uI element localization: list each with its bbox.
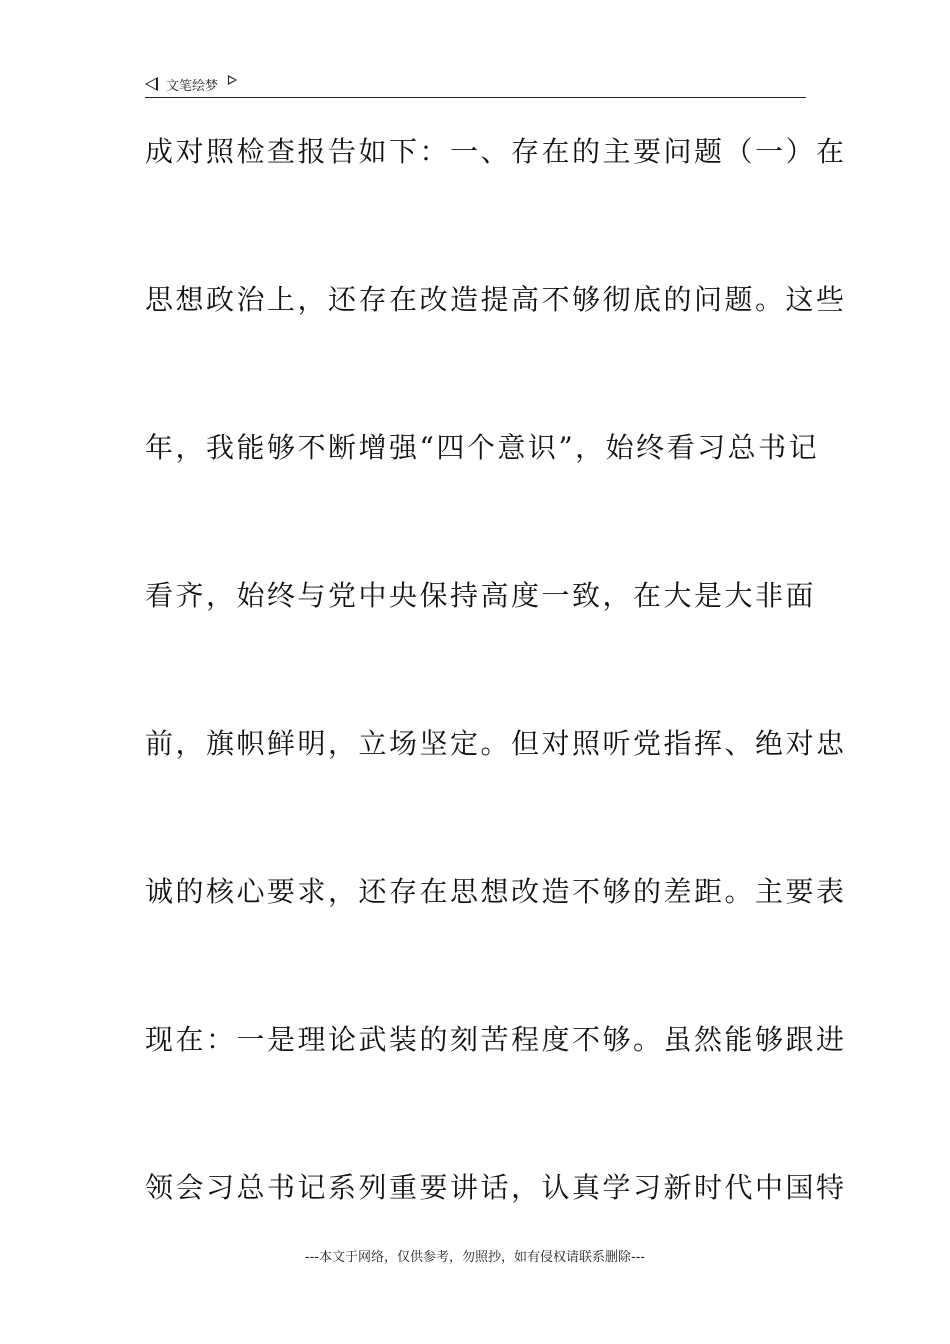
page-header xyxy=(145,72,237,96)
body-line-2: 思想政治上，还存在改造提高不够彻底的问题。这些 xyxy=(145,283,847,316)
body-line-6: 诚的核心要求，还存在思想改造不够的差距。主要表 xyxy=(145,875,847,908)
body-line-8: 领会习总书记系列重要讲话，认真学习新时代中国特 xyxy=(145,1171,847,1204)
body-line-5: 前，旗帜鲜明，立场坚定。但对照听党指挥、绝对忠 xyxy=(145,727,847,760)
footer-notice: ---本文于网络，仅供参考，勿照抄，如有侵权请联系删除--- xyxy=(304,1250,646,1265)
header-title: 文笔绘梦 xyxy=(166,78,219,94)
header-divider xyxy=(145,97,806,98)
body-line-7: 现在：一是理论武装的刻苦程度不够。虽然能够跟进 xyxy=(145,1023,847,1056)
document-body xyxy=(145,126,847,1310)
body-line-3: 年，我能够不断增强“四个意识”，始终看习总书记 xyxy=(145,431,820,464)
body-line-1: 成对照检查报告如下：一、存在的主要问题（一）在 xyxy=(145,135,847,168)
body-line-4: 看齐，始终与党中央保持高度一致，在大是大非面 xyxy=(145,579,817,612)
triangle-right-icon xyxy=(228,75,237,85)
triangle-left-icon xyxy=(145,77,158,91)
